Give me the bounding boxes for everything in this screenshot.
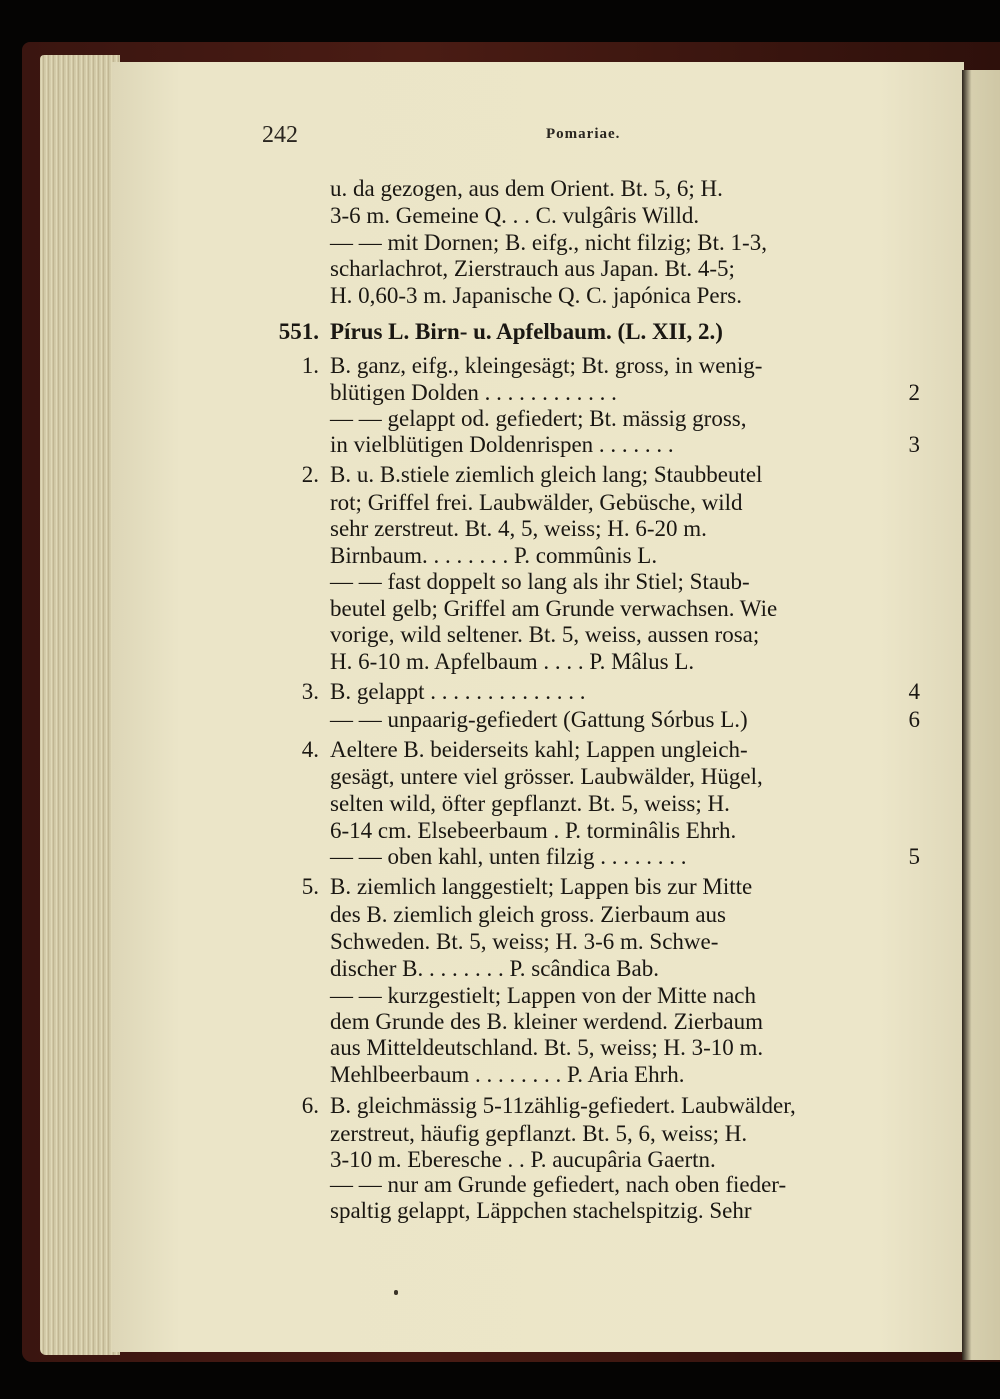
text-line: H. 6-10 m. Apfelbaum . . . . P. Mâlus L. <box>330 649 695 674</box>
text-line: B. gleichmässig 5-11zählig-gefiedert. Laubwälder, <box>330 1093 796 1118</box>
key-number: 5. <box>301 874 319 899</box>
text-line: 3-6 m. Gemeine Q. . . C. vulgâris Willd. <box>330 203 700 228</box>
text-line: Mehlbeerbaum . . . . . . . . P. Aria Ehrh. <box>330 1062 685 1087</box>
key-reference: 4 <box>908 679 920 704</box>
key-reference: 2 <box>908 380 920 405</box>
key-number: 3. <box>301 679 319 704</box>
text-line: spaltig gelappt, Läppchen stachelspitzig. Sehr <box>330 1198 752 1223</box>
text-line: — — gelappt od. gefiedert; Bt. mässig gross, <box>330 406 747 431</box>
text-line: — — unpaarig-gefiedert (Gattung Sórbus L.) <box>330 707 748 732</box>
text-line: zerstreut, häufig gepflanzt. Bt. 5, 6, weiss; H. <box>330 1121 748 1146</box>
genus-number: 551. <box>278 319 319 344</box>
key-number: 6. <box>301 1093 319 1118</box>
text-line: Aeltere B. beiderseits kahl; Lappen ungleich- <box>330 737 748 762</box>
text-line: sehr zerstreut. Bt. 4, 5, weiss; H. 6-20 m. <box>330 516 707 541</box>
text-line: 3-10 m. Eberesche . . P. aucupâria Gaertn. <box>330 1147 716 1172</box>
page-number: 242 <box>262 122 298 148</box>
text-line: — — fast doppelt so lang als ihr Stiel; Staub- <box>330 569 750 594</box>
page-header <box>258 120 918 150</box>
key-number: 2. <box>301 462 319 487</box>
text-line: B. ziemlich langgestielt; Lappen bis zur Mitte <box>330 874 753 899</box>
text-line: u. da gezogen, aus dem Orient. Bt. 5, 6; H. <box>330 176 723 201</box>
key-number: 1. <box>301 353 319 378</box>
text-line: aus Mitteldeutschland. Bt. 5, weiss; H. 3-10 m. <box>330 1035 764 1060</box>
text-line: discher B. . . . . . . . P. scândica Bab. <box>330 956 659 981</box>
text-line: H. 0,60-3 m. Japanische Q. C. japónica Pers. <box>330 283 743 308</box>
page-block-edge <box>40 55 120 1355</box>
text-line: — — mit Dornen; B. eifg., nicht filzig; Bt. 1-3, <box>330 230 767 255</box>
text-line: vorige, wild seltener. Bt. 5, weiss, aussen rosa; <box>330 622 760 647</box>
genus-heading: Pírus L. Birn- u. Apfelbaum. (L. XII, 2.) <box>330 319 723 344</box>
text-line: — — kurzgestielt; Lappen von der Mitte nach <box>330 983 757 1008</box>
text-line: des B. ziemlich gleich gross. Zierbaum aus <box>330 902 727 927</box>
facing-page-edge <box>962 70 1000 1360</box>
text-line: B. ganz, eifg., kleingesägt; Bt. gross, in wenig- <box>330 353 763 378</box>
text-line: gesägt, untere viel grösser. Laubwälder, Hügel, <box>330 764 763 789</box>
running-title: Pomariae. <box>546 126 621 142</box>
text-line: scharlachrot, Zierstrauch aus Japan. Bt. 4-5; <box>330 256 735 281</box>
text-line: — — oben kahl, unten filzig . . . . . . . . <box>330 844 687 869</box>
text-line: — — nur am Grunde gefiedert, nach oben fieder- <box>330 1172 787 1197</box>
paper-speck <box>394 1290 398 1295</box>
text-line: dem Grunde des B. kleiner werdend. Zierbaum <box>330 1009 764 1034</box>
key-reference: 5 <box>908 844 920 869</box>
text-line: selten wild, öfter gepflanzt. Bt. 5, weiss; H. <box>330 791 730 816</box>
text-line: 6-14 cm. Elsebeerbaum . P. torminâlis Ehrh. <box>330 818 737 843</box>
text-line: beutel gelb; Griffel am Grunde verwachsen. Wie <box>330 596 778 621</box>
text-line: Schweden. Bt. 5, weiss; H. 3-6 m. Schwe- <box>330 929 719 954</box>
text-line: blütigen Dolden . . . . . . . . . . . . <box>330 380 617 405</box>
key-number: 4. <box>301 737 319 762</box>
text-line: in vielblütigen Doldenrispen . . . . . . . <box>330 432 674 457</box>
text-line: B. u. B.stiele ziemlich gleich lang; Staubbeutel <box>330 462 763 487</box>
key-reference: 3 <box>908 432 920 457</box>
text-line: B. gelappt . . . . . . . . . . . . . . <box>330 679 586 704</box>
text-line: rot; Griffel frei. Laubwälder, Gebüsche, wild <box>330 490 743 515</box>
text-line: Birnbaum. . . . . . . . P. commûnis L. <box>330 543 658 568</box>
key-reference: 6 <box>908 707 920 732</box>
